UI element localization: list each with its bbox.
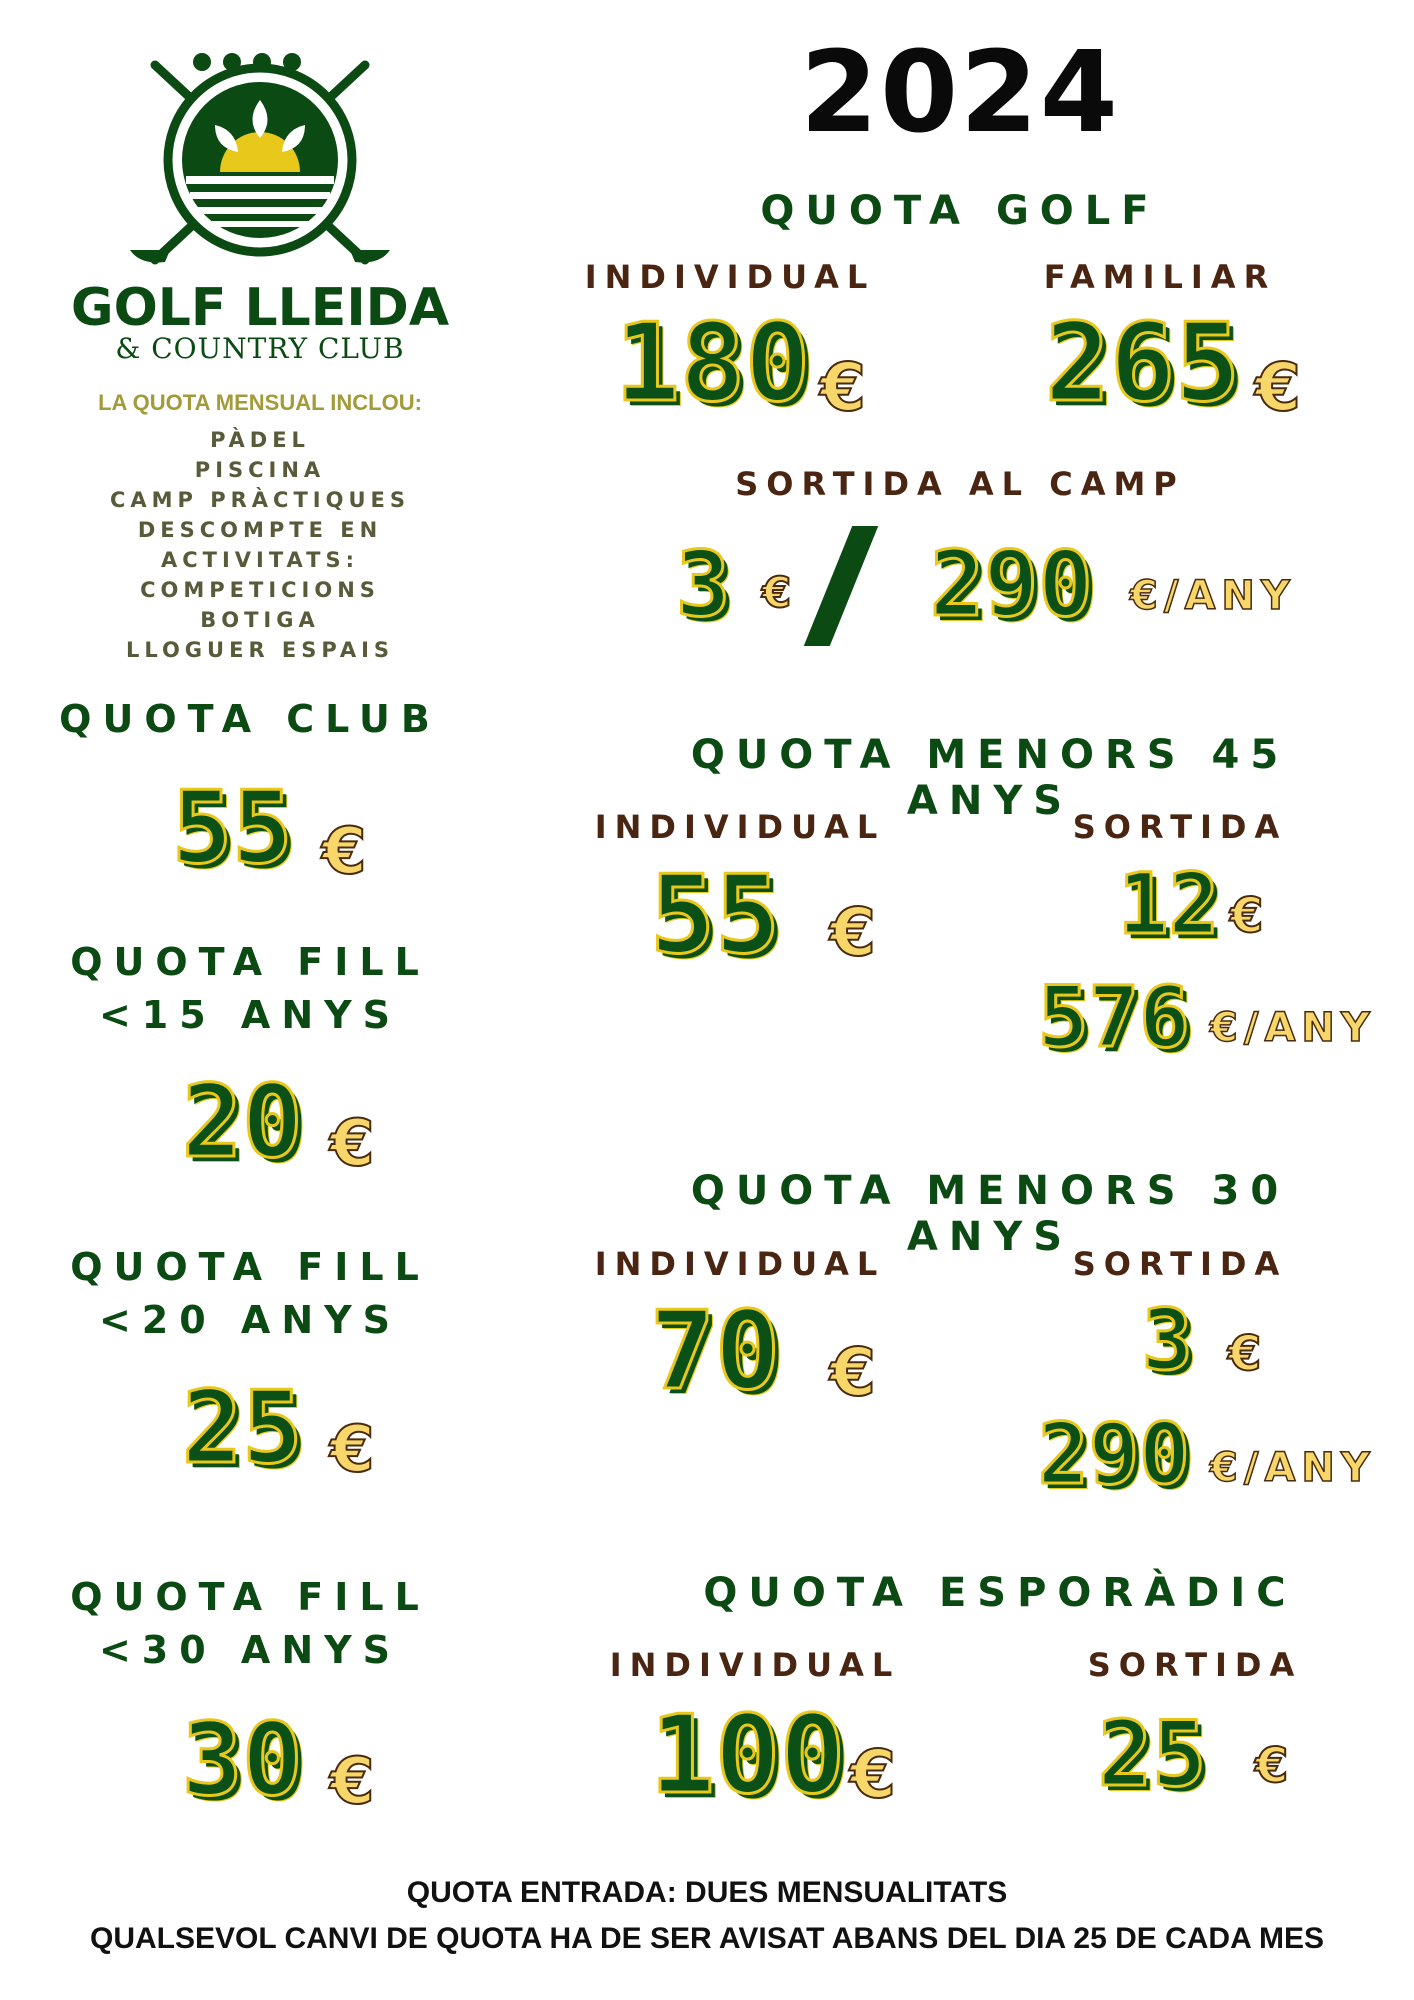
golf-individual-label: INDIVIDUAL <box>584 258 876 296</box>
menors45-sortida-label: SORTIDA <box>1072 808 1288 846</box>
fill20-price: 25 <box>182 1369 303 1486</box>
menors30-sortida-label: SORTIDA <box>1072 1245 1288 1283</box>
price-separator-slash <box>804 526 878 646</box>
menors30-sortida-annual: 290 <box>1038 1405 1190 1503</box>
menors45-individual-price: 55 <box>650 853 781 978</box>
menors45-individual-currency: € <box>830 894 876 971</box>
quota-club-title: QUOTA CLUB <box>59 697 441 741</box>
fill20-currency: € <box>330 1413 375 1487</box>
golf-familiar-currency: € <box>1255 349 1301 426</box>
include-item: PISCINA <box>194 458 326 482</box>
include-item: ACTIVITATS: <box>160 548 360 572</box>
golf-familiar-label: FAMILIAR <box>1043 258 1277 296</box>
quota-club-currency: € <box>322 815 367 889</box>
club-name: GOLF LLEIDA <box>70 278 450 338</box>
include-item: PÀDEL <box>210 428 310 452</box>
esporadic-individual-currency: € <box>850 1736 896 1813</box>
fill20-title-line2: <20 ANYS <box>98 1298 402 1342</box>
include-item: BOTIGA <box>200 608 320 632</box>
fill30-price: 30 <box>182 1701 303 1818</box>
fill30-title-line2: <30 ANYS <box>98 1628 402 1672</box>
footer-entry-fee: QUOTA ENTRADA: DUES MENSUALITATS <box>406 1876 1008 1909</box>
golf-annual-unit: €/ANY <box>1130 573 1296 619</box>
include-item: CAMP PRÀCTIQUES <box>109 488 410 512</box>
golf-familiar-price: 265 <box>1045 301 1241 426</box>
fill15-title-line1: QUOTA FILL <box>70 940 430 984</box>
golf-sortida-annual: 290 <box>930 532 1093 637</box>
club-logo-emblem <box>120 50 400 280</box>
fill15-title-line2: <15 ANYS <box>98 993 402 1037</box>
fill30-currency: € <box>330 1745 375 1819</box>
menors45-sortida-currency: € <box>1230 888 1264 944</box>
esporadic-sortida-price: 25 <box>1098 1702 1207 1807</box>
include-item: LLOGUER ESPAIS <box>125 638 395 662</box>
menors45-title: QUOTA MENORS 45 ANYS <box>690 732 1290 824</box>
menors30-individual-label: INDIVIDUAL <box>594 1245 886 1283</box>
quota-golf-title: QUOTA GOLF <box>760 188 1160 234</box>
golf-sortida-price: 3 <box>676 532 731 637</box>
menors45-individual-label: INDIVIDUAL <box>594 808 886 846</box>
menors45-sortida-price: 12 <box>1118 855 1220 953</box>
menors30-title: QUOTA MENORS 30 ANYS <box>690 1168 1290 1260</box>
esporadic-sortida-label: SORTIDA <box>1087 1646 1303 1684</box>
menors30-individual-currency: € <box>830 1334 876 1411</box>
esporadic-title: QUOTA ESPORÀDIC <box>703 1570 1297 1616</box>
fill20-title-line1: QUOTA FILL <box>70 1245 430 1289</box>
include-item: DESCOMPTE EN <box>137 518 383 542</box>
include-item: COMPETICIONS <box>140 578 380 602</box>
menors30-sortida-currency: € <box>1228 1326 1262 1382</box>
footer-change-notice: QUALSEVOL CANVI DE QUOTA HA DE SER AVISAT ABANS DEL DIA 25 DE CADA MES <box>89 1922 1324 1955</box>
menors45-sortida-annual: 576 <box>1038 968 1190 1066</box>
year-title: 2024 <box>800 28 1120 158</box>
club-subtitle: & COUNTRY CLUB <box>115 332 405 365</box>
includes-list <box>40 425 480 665</box>
menors30-annual-unit: €/ANY <box>1210 1445 1376 1491</box>
golf-individual-price: 180 <box>615 301 811 426</box>
quota-club-price: 55 <box>172 769 293 886</box>
fill30-title-line1: QUOTA FILL <box>70 1575 430 1619</box>
fill15-currency: € <box>330 1107 375 1181</box>
menors45-annual-unit: €/ANY <box>1210 1005 1376 1051</box>
golf-individual-currency: € <box>820 349 866 426</box>
includes-title: LA QUOTA MENSUAL INCLOU: <box>98 390 422 415</box>
golf-sortida-currency: € <box>762 568 792 617</box>
esporadic-individual-label: INDIVIDUAL <box>609 1646 901 1684</box>
menors30-individual-price: 70 <box>650 1289 781 1414</box>
golf-sortida-label: SORTIDA AL CAMP <box>735 465 1185 503</box>
menors30-sortida-price: 3 <box>1142 1291 1193 1389</box>
esporadic-individual-price: 100 <box>650 1693 846 1818</box>
esporadic-sortida-currency: € <box>1255 1738 1289 1794</box>
fill15-price: 20 <box>182 1063 303 1180</box>
